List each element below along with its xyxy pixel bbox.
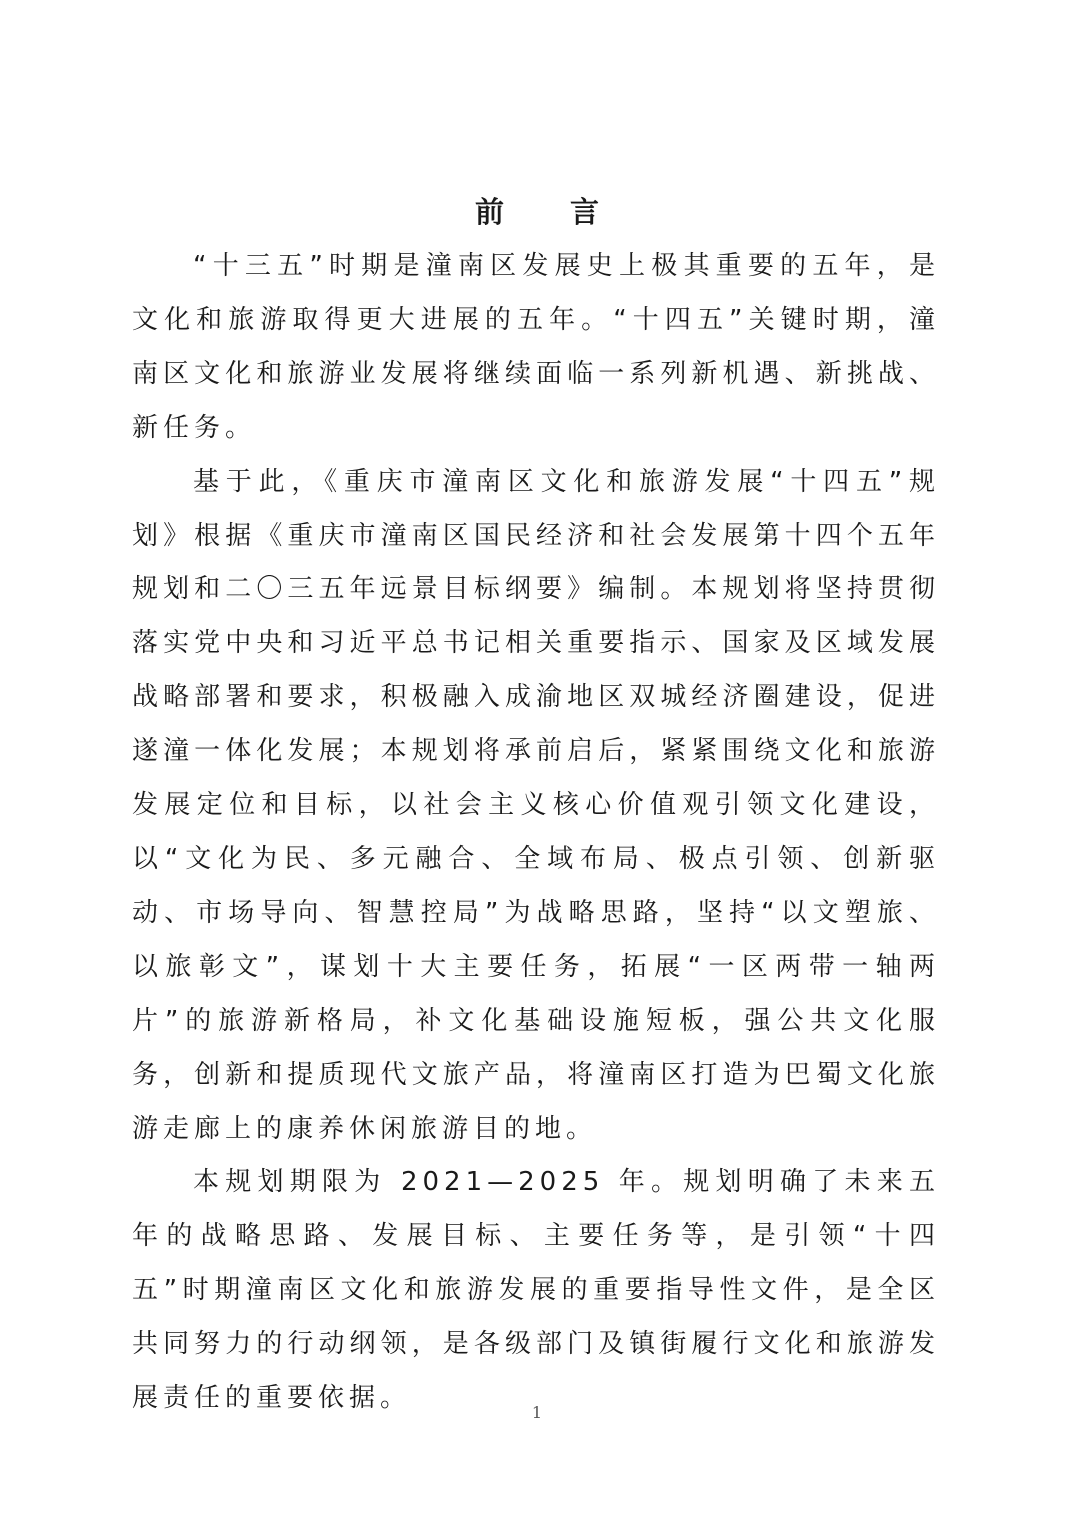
paragraph-period: 本规划期限为 2021—2025 年。规划明确了未来五年的战略思路、发展目标、主要任务等，是引领“十四五”时期潼南区文化和旅游发展的重要指导性文件，是全区共同努力的行动纲领，是各级部门及镇街履行文化和旅游发展责任的重要依据。 [132, 1167, 940, 1414]
paragraph-intro: “十三五”时期是潼南区发展史上极其重要的五年，是文化和旅游取得更大进展的五年。“十四五”关键时期，潼南区文化和旅游业发展将继续面临一系列新机遇、新挑战、新任务。 [132, 251, 940, 443]
document-body [132, 240, 940, 1426]
paragraph-basis: 基于此，《重庆市潼南区文化和旅游发展“十四五”规划》根据《重庆市潼南区国民经济和社会发展第十四个五年规划和二〇三五年远景目标纲要》编制。本规划将坚持贯彻落实党中央和习近平总书记相关重要指示、国家及区域发展战略部署和要求，积极融入成渝地区双城经济圈建设，促进遂潼一体化发展；本规划将承前启后，紧紧围绕文化和旅游发展定位和目标，以社会主义核心价值观引领文化建设，以“文化为民、多元融合、全域布局、极点引领、创新驱动、市场导向、智慧控局”为战略思路，坚持“以文塑旅、以旅彰文”，谋划十大主要任务，拓展“一区两带一轴两片”的旅游新格局，补文化基础设施短板，强公共文化服务，创新和提质现代文旅产品，将潼南区打造为巴蜀文化旅游走廊上的康养休闲旅游目的地。 [132, 466, 940, 1144]
page-number: 1 [531, 1403, 543, 1422]
page-title: 前 言 [474, 195, 628, 229]
